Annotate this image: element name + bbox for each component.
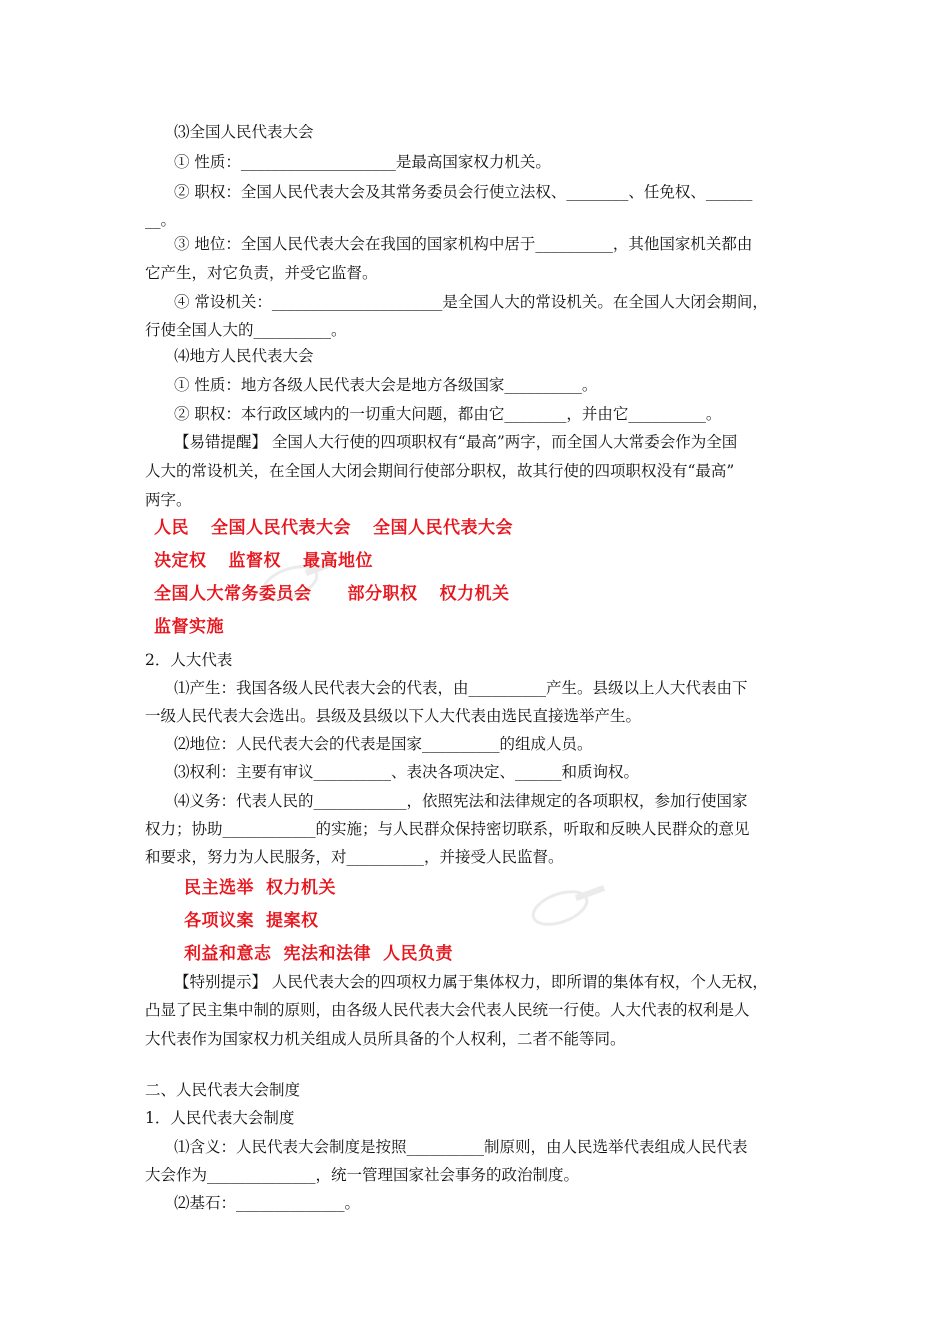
answer-row [184,910,331,932]
special-tip-note: 【特别提示】 人民代表大会的四项权力属于集体权力，即所谓的集体有权，个人无权， [174,973,768,991]
section-heading-local: ⑷地方人民代表大会 [174,347,314,365]
text-line: 凸显了民主集中制的原则，由各级人民代表大会代表人民统一行使。人大代表的权利是人 [145,1001,750,1019]
section-heading-deputies: 2．人大代表 [145,651,233,669]
text-line: ⑶权利：主要有审议__________、表决各项决定、______和质询权。 [174,763,640,781]
subsection-heading: 1．人民代表大会制度 [145,1109,295,1127]
answer-row [154,517,535,539]
answer-text: 部分职权 [347,584,418,604]
answer-text: 监督权 [228,551,281,571]
text-line: ④ 常设机关：______________________是全国人大的常设机关。在全国人大闭会期间， [174,293,768,311]
text-line: ⑷义务：代表人民的____________，依照宪法和法律规定的各项职权，参加行使国家 [174,792,748,810]
answer-text: 决定权 [154,551,207,571]
answer-text: 权力机关 [266,878,336,898]
answer-text: 监督实施 [154,617,224,637]
text-line: ① 性质：____________________是最高国家权力机关。 [174,153,551,171]
reminder-note: 【易错提醒】 全国人大行使的四项职权有“最高”两字，而全国人大常委会作为全国 [174,433,738,451]
text-line: ① 性质：地方各级人民代表大会是地方各级国家__________。 [174,376,598,394]
text-line: 一级人民代表大会选出。县级及县级以下人大代表由选民直接选举产生。 [145,707,642,725]
text-line: 它产生，对它负责，并受它监督。 [145,264,378,282]
text-line: ② 职权：全国人民代表大会及其常务委员会行使立法权、________、任免权、______ [174,183,753,201]
answer-text: 全国人大常务委员会 [154,584,312,604]
watermark-logo-icon [520,870,610,940]
answer-text: 权力机关 [439,584,510,604]
answer-text: 民主选举 [184,878,254,898]
text-line: ⑴含义：人民代表大会制度是按照__________制原则，由人民选举代表组成人民代表 [174,1138,748,1156]
answer-text: 全国人民代表大会 [373,518,513,538]
text-line: __。 [145,211,177,229]
text-line: ③ 地位：全国人民代表大会在我国的国家机构中居于__________，其他国家机关都由 [174,235,753,253]
text-line: 权力；协助____________的实施；与人民群众保持密切联系，听取和反映人民群众的意见 [145,820,750,838]
answer-text: 利益和意志 [184,944,272,964]
answer-text: 宪法和法律 [283,944,371,964]
text-line: 行使全国人大的__________。 [145,321,347,339]
answer-row [184,943,465,965]
text-line: ⑵地位：人民代表大会的代表是国家__________的组成人员。 [174,735,593,753]
text-line: 人大的常设机关，在全国人大闭会期间行使部分职权，故其行使的四项职权没有“最高” [145,462,735,480]
answer-text: 各项议案 [184,911,254,931]
text-line: 和要求，努力为人民服务，对__________，并接受人民监督。 [145,848,564,866]
answer-row [184,877,348,899]
answer-text: 全国人民代表大会 [211,518,351,538]
text-line: 两字。 [145,491,192,509]
text-line: 大会作为______________，统一管理国家社会事务的政治制度。 [145,1166,580,1184]
text-line: ⑴产生：我国各级人民代表大会的代表，由__________产生。县级以上人大代表由下 [174,679,748,697]
answer-row [154,583,532,605]
text-line: ② 职权：本行政区域内的一切重大问题，都由它________，并由它__________。 [174,405,722,423]
answer-row [154,616,246,638]
section-heading-system: 二、人民代表大会制度 [145,1081,301,1099]
answer-text: 人民负责 [383,944,453,964]
section-heading-npc: ⑶全国人民代表大会 [174,123,314,141]
answer-row [154,550,395,572]
text-line: ⑵基石：______________。 [174,1194,361,1212]
answer-text: 提案权 [266,911,319,931]
text-line: 大代表作为国家权力机关组成人员所具备的个人权利，二者不能等同。 [145,1030,626,1048]
answer-text: 人民 [154,518,189,538]
answer-text: 最高地位 [303,551,373,571]
